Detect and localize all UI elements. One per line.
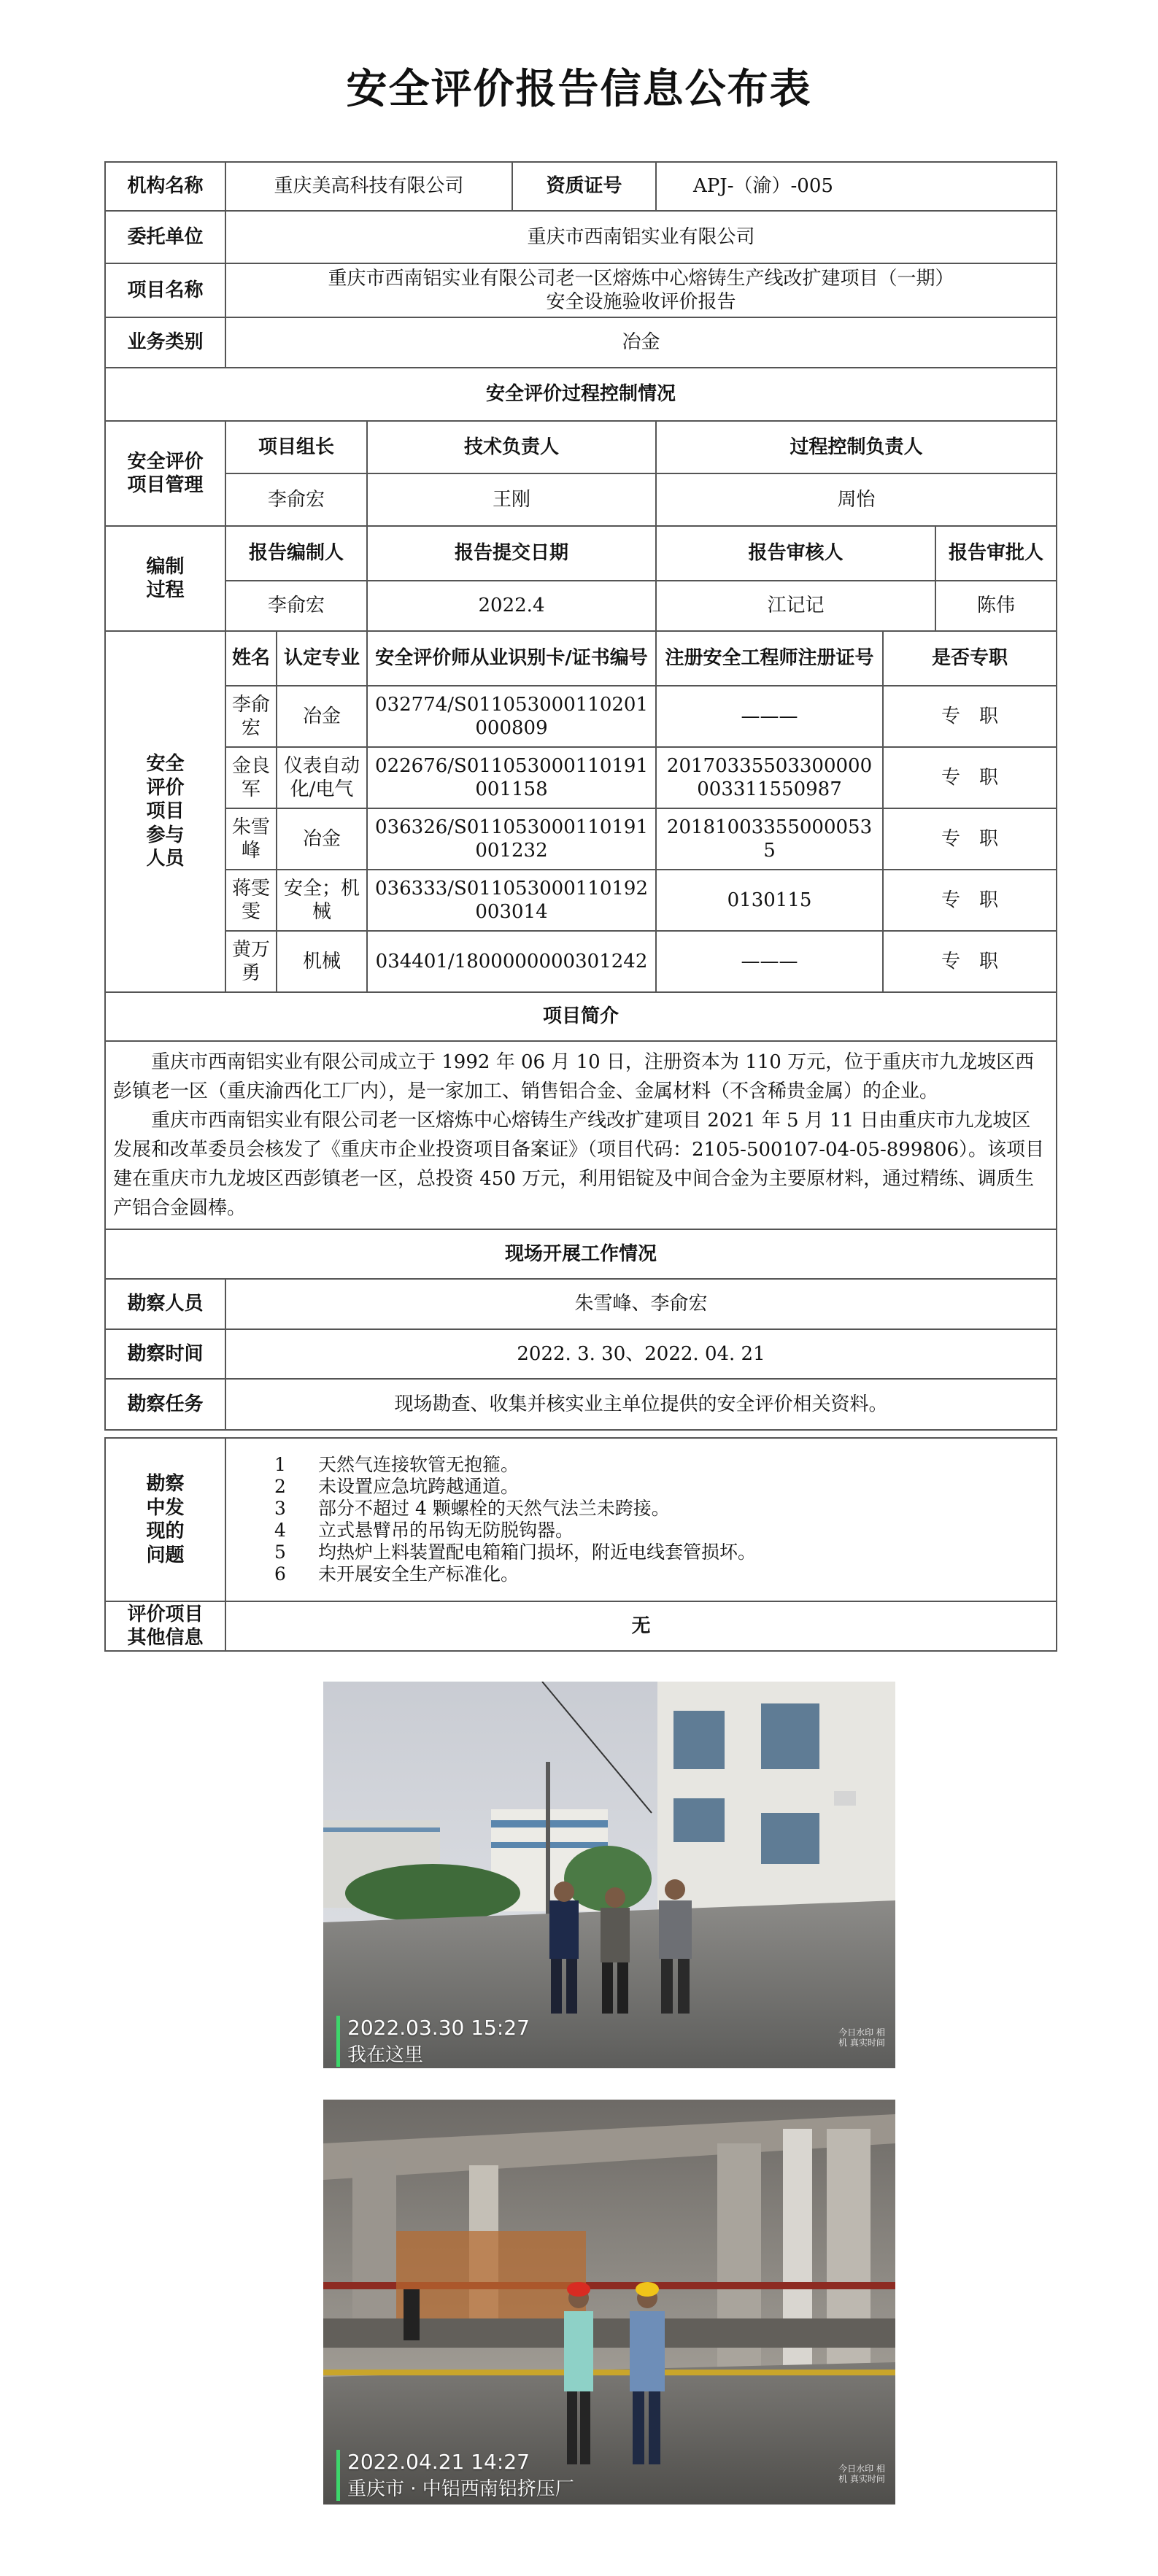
issue-number: 6: [274, 1563, 286, 1585]
participant-name: 黄万勇: [225, 931, 277, 992]
cert-label: 资质证号: [512, 162, 656, 211]
issue-text: 均热炉上料装置配电箱箱门损坏，附近电线套管损坏。: [318, 1542, 757, 1563]
participant-fulltime: 专 职: [883, 686, 1057, 747]
cert-value: APJ-（渝）-005: [656, 162, 1057, 211]
table-row: [105, 870, 1057, 931]
participant-major: 安全；机械: [277, 870, 367, 931]
table-row: [105, 686, 1057, 747]
issues-label-char: 中发: [146, 1496, 185, 1519]
list-item: [274, 1563, 1051, 1585]
compile-label-line-2: 过程: [146, 579, 185, 601]
business-value: 冶金: [225, 317, 1057, 368]
issues-label: [105, 1438, 225, 1601]
site-time-label: 勘察时间: [105, 1329, 225, 1379]
compiler-value: 李俞宏: [225, 581, 367, 631]
other-info-label-line-1: 评价项目: [127, 1603, 204, 1625]
other-info-label-line-2: 其他信息: [127, 1627, 204, 1649]
participant-card: 034401/1800000000301242: [367, 931, 656, 992]
site-photo-2: [323, 2100, 895, 2505]
compile-label-line-1: 编制: [146, 555, 185, 578]
photo-datetime: 2022.03.30 15:27: [347, 2016, 530, 2040]
process-header: 安全评价过程控制情况: [105, 368, 1057, 421]
project-line-2: 安全设施验收评价报告: [546, 291, 736, 313]
intro-paragraph: 重庆市西南铝实业有限公司老一区熔炼中心熔铸生产线改扩建项目 2021 年 5 月 11 日由重庆市九龙坡区发展和改革委员会核发了《重庆市企业投资项目备案证》（项目代码：2105-500107-04-05-899806）。该项目建在重庆市九龙坡区西彭镇老一区，总投资 450 万元，利用铝锭及中间合金为主要原材料，通过精练、调质生产铝合金圆棒。: [113, 1110, 1044, 1219]
project-line-1: 重庆市西南铝实业有限公司老一区熔炼中心熔铸生产线改扩建项目（一期）: [328, 267, 954, 290]
list-item: [274, 1542, 1051, 1563]
list-item: [274, 1498, 1051, 1520]
site-header: 现场开展工作情况: [105, 1229, 1057, 1279]
intro-header: 项目简介: [105, 992, 1057, 1041]
other-info-value: 无: [225, 1601, 1057, 1651]
watermark-camera-stamp: 今日水印 相机 真实时间: [838, 2027, 885, 2048]
name-header: 姓名: [225, 631, 277, 686]
participant-name: 蒋雯雯: [225, 870, 277, 931]
intro-paragraph: 重庆市西南铝实业有限公司成立于 1992 年 06 月 10 日，注册资本为 110 万元，位于重庆市九龙坡区西彭镇老一区（重庆渝西化工厂内），是一家加工、销售铝合金、金属材料（不含稀贵金属）的企业。: [113, 1051, 1035, 1102]
issue-number: 5: [274, 1542, 286, 1563]
page-title: 安全评价报告信息公布表: [346, 66, 812, 113]
approver-header: 报告审批人: [935, 526, 1057, 581]
participant-major: 机械: [277, 931, 367, 992]
team-leader-header: 项目组长: [225, 421, 367, 473]
compiler-header: 报告编制人: [225, 526, 367, 581]
issues-label-char: 问题: [146, 1544, 185, 1566]
participant-card: 032774/S011053000110201000809: [367, 686, 656, 747]
issue-number: 1: [274, 1454, 286, 1475]
info-table: [104, 161, 1057, 1431]
process-control-value: 周怡: [656, 473, 1057, 526]
participant-reg: 201810033550000535: [656, 808, 883, 870]
submit-date-value: 2022.4: [367, 581, 656, 631]
issue-number: 4: [274, 1520, 286, 1541]
issue-text: 部分不超过 4 颗螺栓的天然气法兰未跨接。: [318, 1498, 670, 1519]
team-leader-value: 李俞宏: [225, 473, 367, 526]
participant-name: 朱雪峰: [225, 808, 277, 870]
participant-name: 金良军: [225, 747, 277, 808]
participants-label-char: 评价: [146, 776, 185, 799]
photo-location: 重庆市 · 中铝西南铝挤压厂: [347, 2478, 574, 2500]
site-task-label: 勘察任务: [105, 1379, 225, 1430]
photo-watermark: [336, 2450, 574, 2501]
fulltime-header: 是否专职: [883, 631, 1057, 686]
compile-label: [105, 526, 225, 631]
management-label: [105, 421, 225, 526]
participant-major: 冶金: [277, 808, 367, 870]
reviewer-header: 报告审核人: [656, 526, 935, 581]
issues-list-cell: [225, 1438, 1057, 1601]
photo-watermark: [336, 2016, 530, 2067]
site-staff-value: 朱雪峰、李俞宏: [225, 1279, 1057, 1329]
participant-card: 036326/S011053000110191001232: [367, 808, 656, 870]
intro-body: [105, 1041, 1057, 1229]
participant-reg: ———: [656, 686, 883, 747]
participant-card: 022676/S011053000110191001158: [367, 747, 656, 808]
issues-label-char: 勘察: [146, 1473, 185, 1495]
issues-label-char: 现的: [146, 1520, 185, 1542]
participant-card: 036333/S011053000110192003014: [367, 870, 656, 931]
issue-number: 2: [274, 1476, 286, 1497]
submit-date-header: 报告提交日期: [367, 526, 656, 581]
site-photo-1-image: [323, 1682, 895, 2068]
participant-fulltime: 专 职: [883, 747, 1057, 808]
list-item: [274, 1454, 1051, 1476]
reg-header: 注册安全工程师注册证号: [656, 631, 883, 686]
watermark-camera-stamp: 今日水印 相机 真实时间: [838, 2464, 885, 2484]
process-control-header: 过程控制负责人: [656, 421, 1057, 473]
participant-fulltime: 专 职: [883, 870, 1057, 931]
management-label-line-2: 项目管理: [127, 474, 204, 496]
list-item: [274, 1476, 1051, 1498]
site-task-value: 现场勘查、收集并核实业主单位提供的安全评价相关资料。: [225, 1379, 1057, 1430]
org-name-label: 机构名称: [105, 162, 225, 211]
participant-name: 李俞宏: [225, 686, 277, 747]
tech-lead-header: 技术负责人: [367, 421, 656, 473]
issue-text: 天然气连接软管无抱箍。: [318, 1454, 520, 1475]
project-label: 项目名称: [105, 263, 225, 317]
approver-value: 陈伟: [935, 581, 1057, 631]
participant-fulltime: 专 职: [883, 931, 1057, 992]
participant-reg: 20170335503300000003311550987: [656, 747, 883, 808]
participant-reg: 0130115: [656, 870, 883, 931]
client-label: 委托单位: [105, 211, 225, 263]
photo-datetime: 2022.04.21 14:27: [347, 2450, 530, 2474]
table-row: [105, 931, 1057, 992]
site-photo-1: [323, 1682, 895, 2068]
table-row: [105, 747, 1057, 808]
issue-text: 未开展安全生产标准化。: [318, 1563, 520, 1585]
participant-reg: ———: [656, 931, 883, 992]
org-name-value: 重庆美高科技有限公司: [225, 162, 512, 211]
participants-label: [105, 631, 225, 992]
participant-fulltime: 专 职: [883, 808, 1057, 870]
project-value: [225, 263, 1057, 317]
issue-text: 立式悬臂吊的吊钩无防脱钩器。: [318, 1520, 574, 1541]
management-label-line-1: 安全评价: [127, 450, 204, 473]
tech-lead-value: 王刚: [367, 473, 656, 526]
other-info-label: [105, 1601, 225, 1651]
issue-number: 3: [274, 1498, 286, 1519]
participants-label-char: 项目: [146, 800, 185, 823]
issue-text: 未设置应急坑跨越通道。: [318, 1476, 520, 1497]
site-photo-2-image: [323, 2100, 895, 2505]
photo-location: 我在这里: [347, 2044, 424, 2066]
table-row: [105, 808, 1057, 870]
issues-list: [231, 1454, 1051, 1585]
participants-label-char: 安全: [146, 753, 185, 775]
reviewer-value: 江记记: [656, 581, 935, 631]
issues-table: [104, 1437, 1057, 1652]
site-time-value: 2022. 3. 30、2022. 04. 21: [225, 1329, 1057, 1379]
client-value: 重庆市西南铝实业有限公司: [225, 211, 1057, 263]
participant-major: 仪表自动化/电气: [277, 747, 367, 808]
participants-label-char: 人员: [146, 848, 185, 870]
list-item: [274, 1520, 1051, 1542]
major-header: 认定专业: [277, 631, 367, 686]
site-staff-label: 勘察人员: [105, 1279, 225, 1329]
business-label: 业务类别: [105, 317, 225, 368]
card-header: 安全评价师从业识别卡/证书编号: [367, 631, 656, 686]
participant-major: 冶金: [277, 686, 367, 747]
participants-label-char: 参与: [146, 824, 185, 846]
